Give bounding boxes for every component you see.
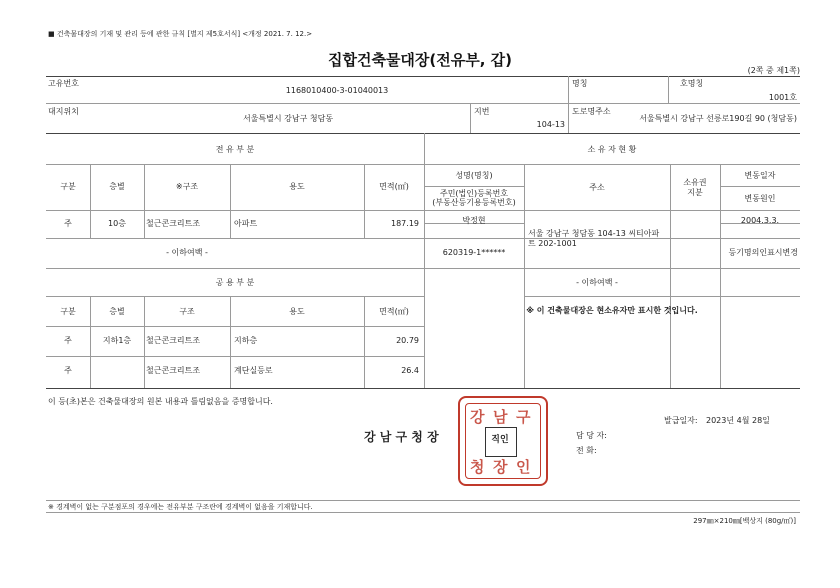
private-header-structure: ※구조 (175, 182, 199, 191)
common-row-2-type: 주 (64, 366, 72, 375)
location-label: 대지위치 (48, 107, 79, 116)
change-reason: 등기명의인표시변경 (728, 248, 798, 257)
owner-blank-note: - 이하여백 - (576, 278, 618, 287)
owner-reg-header-1: 주민(법인)등록번호 (439, 189, 509, 198)
ho-name-label: 호명칭 (680, 79, 704, 88)
owner-reg-no: 620319-1****** (442, 248, 506, 257)
common-row-2-area: 26.4 (401, 366, 419, 375)
private-row-structure: 철근콘크리트조 (146, 219, 201, 228)
owner-notice: ※ 이 건축물대장은 현소유자만 표시한 것입니다. (526, 306, 698, 315)
stamp-text: 직인 (491, 435, 509, 445)
private-blank-note: - 이하여백 - (166, 248, 208, 257)
road-address: 서울특별시 강남구 선릉로190길 90 (청담동) (639, 114, 797, 123)
private-row-floor: 10층 (108, 219, 126, 228)
common-header-use: 용도 (289, 307, 305, 316)
private-row-use: 아파트 (234, 219, 258, 228)
common-row-2-structure: 철근콘크리트조 (146, 366, 201, 375)
issue-date: 2023년 4월 28일 (706, 416, 770, 425)
lot: 104-13 (536, 120, 565, 129)
change-date: 2004.3.3. (740, 216, 780, 225)
owner-name-header: 성명(명칭) (455, 171, 493, 180)
ho-name: 1001호 (768, 93, 797, 102)
issue-date-label: 발급일자: (664, 416, 698, 425)
private-section-title: 전 유 부 분 (215, 145, 255, 154)
seal-char-6: 인 (516, 458, 531, 476)
form-note: ■ 건축물대장의 기재 및 관리 등에 관한 규칙 [별지 제5호서식] <개정 2021. 7. 12.> (48, 30, 313, 38)
seal-char-4: 청 (470, 458, 485, 476)
bottom-note: ※ 경계벽이 없는 구분점포의 경우에는 전유부분 구조란에 경계벽이 없음을 기재합니다. (48, 503, 313, 511)
unique-no: 1168010400-3-01040013 (285, 86, 389, 95)
owner-reg-header-2: (부동산등기용등록번호) (432, 198, 516, 207)
private-row-area: 187.19 (391, 219, 419, 228)
seal-char-2: 남 (493, 408, 508, 426)
private-header-area: 면적(㎡) (379, 182, 409, 191)
seal-char-3: 구 (516, 408, 531, 426)
paper-spec: 297㎜×210㎜[백상지 (80g/㎡)] (693, 517, 796, 525)
common-row-1-use: 지하층 (234, 336, 258, 345)
seal-char-1: 강 (470, 408, 485, 426)
certify-text: 이 등(초)본은 건축물대장의 원본 내용과 틀림없음을 증명합니다. (48, 397, 273, 406)
owner-name: 박정현 (462, 216, 486, 225)
common-header-floor: 층별 (109, 307, 125, 316)
location: 서울특별시 강남구 청담동 (242, 114, 334, 123)
owner-share-header-1: 소유권 (683, 178, 707, 187)
common-row-2-use: 계단실등로 (234, 366, 273, 375)
road-label: 도로명주소 (572, 107, 611, 116)
common-row-1-floor: 지하1층 (102, 336, 132, 345)
private-header-type: 구분 (60, 182, 76, 191)
common-row-1-area: 20.79 (396, 336, 419, 345)
lot-label: 지번 (474, 107, 490, 116)
common-section-title: 공 용 부 분 (215, 278, 255, 287)
staff-label: 담 당 자: (576, 431, 607, 440)
owner-addr-header: 주소 (589, 183, 605, 192)
private-header-floor: 층별 (109, 182, 125, 191)
seal-char-5: 장 (493, 458, 508, 476)
owner-share-header-2: 지분 (687, 188, 703, 197)
name-label: 명칭 (572, 79, 588, 88)
private-row-type: 주 (64, 219, 72, 228)
common-row-1-type: 주 (64, 336, 72, 345)
phone-label: 전 화: (576, 446, 597, 455)
change-reason-header: 변동원인 (744, 194, 776, 203)
common-row-1-structure: 철근콘크리트조 (146, 336, 201, 345)
document-title: 집합건축물대장(전유부, 갑) (327, 51, 513, 69)
common-header-structure: 구조 (179, 307, 195, 316)
change-date-header: 변동일자 (744, 171, 776, 180)
owner-address-line-1: 서울 강남구 청담동 104-13 씨티아파 (528, 229, 660, 238)
owner-section-title: 소 유 자 현 황 (587, 145, 637, 154)
owner-address-line-2: 트 202-1001 (528, 239, 577, 248)
page-info: (2쪽 중 제1쪽) (747, 66, 800, 75)
unique-no-label: 고유번호 (48, 79, 79, 88)
common-header-type: 구분 (60, 307, 76, 316)
issuing-office: 강 남 구 청 장 (364, 430, 439, 444)
common-header-area: 면적(㎡) (379, 307, 409, 316)
private-header-use: 용도 (289, 182, 305, 191)
